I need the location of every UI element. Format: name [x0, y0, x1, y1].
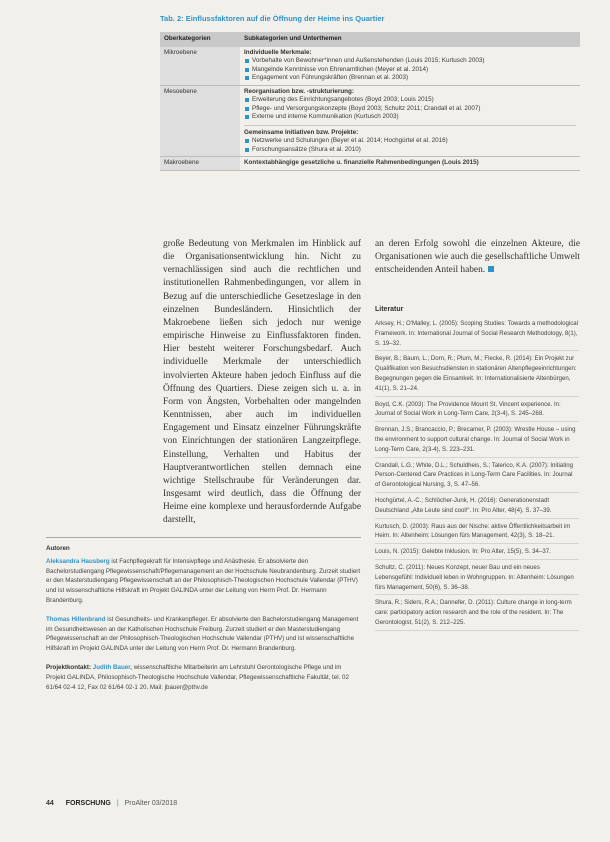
author-name: Aleksandra Hausberg [46, 557, 110, 565]
author-text: ist Fachpflegekraft für Intensivpflege und Anästhesie. Er absolvierte den Bachelorstudiengang Pflegewissenschaft/Pflegemanagement an der Hochschule Neubrandenburg. Zurzeit studiert er den Masterstudiengang Pflegewissenschaft an der Philosophisch-Theologischen Hochschule Vallendar (PTHV) und ist wissenschaftliche Hilfskraft im Projekt GALINDA unter der Leitung von Herrn Prof. Dr. Hermann Brandenburg. [46, 557, 361, 604]
subheading: Individuelle Merkmale: [244, 48, 312, 56]
contact-label: Projektkontakt: [46, 663, 92, 671]
bullet-list [244, 57, 576, 83]
reference-item: Brennan, J.S.; Brancaccio, P.; Brecamer, P. (2003): Wrestle House – using the environment to support cultural change. In: Journal of Social Work in Long-Term Care, 2(3-4), S. 223–231. [375, 425, 579, 457]
subcategory-cell [240, 47, 580, 86]
subheading: Gemeinsame Initiativen bzw. Projekte: [244, 128, 359, 136]
bullet-item: Mangelnde Kenntnisse von Ehrenamtlichen (Meyer et al. 2014) [244, 66, 576, 75]
body-text-column-2 [375, 238, 580, 277]
bullet-item: Forschungsansätze (Shura et al. 2010) [244, 146, 576, 155]
bullet-list [244, 137, 576, 154]
authors-box [46, 537, 361, 701]
category-cell: Makroebene [160, 157, 240, 171]
bullet-item: Erweiterung des Einrichtungsangebotes (Boyd 2003; Louis 2015) [244, 96, 576, 105]
contact-name: Judith Bauer, [92, 663, 132, 671]
bullet-item: Vorbehalte von Bewohner*innen und Außenstehenden (Louis 2015; Kurtusch 2003) [244, 57, 576, 66]
end-mark-icon [488, 266, 494, 272]
column-header-subcategories: Subkategorien und Unterthemen [240, 32, 580, 47]
author-name: Thomas Hillenbrand [46, 615, 106, 623]
reference-item: Louis, N. (2015): Gelebte Inklusion. In: Pro Alter, 15(5), S. 34–37. [375, 547, 579, 560]
subcategory-cell [240, 85, 580, 157]
author-text: ist Gesundheits- und Krankenpfleger. Er absolvierte den Bachelorstudiengang Management im Gesundheitswesen an der Katholischen Hochschule Freiburg. Zurzeit studiert er den Masterstudiengang Pflegewissenschaft an der Philosophisch-Theologischen Hochschule Vallendar (PTHV) und ist wissenschaftliche Hilfskraft im Projekt GALINDA unter der Leitung von Herrn Prof. Dr. Hermann Brandenburg. [46, 615, 359, 653]
footer-separator: | [116, 800, 119, 807]
author-bio [46, 557, 361, 606]
subgroup [244, 125, 576, 155]
table-row-meso [160, 85, 580, 157]
reference-item: Crandall, L.G.; White, D.L.; Schuldheis, S.; Talerico, K.A. (2007): Initiating Person-Centered Care Practices in Long-Term Care Facilities. In: Journal of Gerontological Nursing, 3, S. 47–56. [375, 461, 579, 493]
subheading: Reorganisation bzw. -strukturierung: [244, 87, 354, 95]
category-cell: Mikroebene [160, 47, 240, 86]
page-number: 44 [46, 800, 54, 807]
contact-text: wissenschaftliche Mitarbeiterin am Lehrstuhl Gerontologische Pflege und im Projekt GALINDA, Philosophisch-Theologische Hochschule Vallendar, Pflegewissenschaftliche Fakultät, tel. 02 61/64 02-4 12, Fax 02 61/64 02-1 20, Mail: jbauer@pthv.de [46, 663, 349, 691]
reference-list [375, 319, 579, 634]
reference-item: Arksey, H.; O'Malley, L. (2005): Scoping Studies: Towards a methodological Framework. In: International Journal of Social Research Methodology, 8(1), S. 19–32. [375, 319, 579, 351]
magazine-issue: ProAlter 03/2018 [124, 800, 178, 807]
table-caption: Tab. 2: Einflussfaktoren auf die Öffnung der Heime ins Quartier [160, 14, 385, 23]
table-row-macro [160, 157, 580, 171]
reference-item: Hochgürtel, A.-C.; Schlöcher-Junk, H. (2016): Generationenstadt Deutschland „Alte Leute sind cool!“. In: Pro Alter, 48(4), S. 37–39. [375, 496, 579, 519]
reference-item: Shura, R.; Siders, R.A.; Dannefer, D. (2011): Culture change in long-term care: participatory action research and the role of the resident. In: The Gerontologist, 51(2), S. 212–225. [375, 598, 579, 630]
authors-heading: Autoren [46, 545, 70, 552]
reference-item: Boyd, C.K. (2003): The Providence Mount St. Vincent experience. In: Journal of Social Work in Long-Term Care, 2(3-4), S. 245–268. [375, 400, 579, 423]
category-cell: Mesoebene [160, 85, 240, 157]
bullet-item: Pflege- und Versorgungskonzepte (Boyd 2003; Schultz 2011; Crandall et al. 2007) [244, 105, 576, 114]
project-contact [46, 663, 361, 692]
bullet-item: Externe und interne Kommunikation (Kurtusch 2003) [244, 113, 576, 122]
reference-item: Kurtusch, D. (2003): Raus aus der Nische: aktive Öffentlichkeitsarbeit im Heim. In: Altenheim: Lösungen fürs Management, 42(3), S. 18–21. [375, 522, 579, 545]
reference-item: Beyer, B.; Baum, L.; Dorn, R.; Plum, M.; Flecke, R. (2014): Ein Projekt zur Qualifikation von Besuchsdiensten in stationären Altenpflegeeinrichtungen: Begegnungen gegen die Einsamkeit. In: Internationalisierte Altenbürgen, 41(1), S. 21–24. [375, 354, 579, 396]
subcategory-cell: Kontextabhängige gesetzliche u. finanzielle Rahmenbedingungen (Louis 2015) [240, 157, 580, 171]
influence-factors-table [160, 32, 580, 171]
page-footer [46, 800, 177, 807]
body-text-column-1: große Bedeutung von Merkmalen im Hinblick auf die Organisationsentwicklung hin. Nicht zu vernachlässigen sind auch die rechtlichen und institutionellen Rahmenbedingungen, vor allem in Bezug auf die unterschiedliche Gesetzeslage in den einzelnen Bundesländern. Hinsichtlich der Makroebene ließen sich jedoch nur wenige empirische Hinweise zu Einflussfaktoren finden. Hier besteht weiterer Forschungsbedarf. Auch individuelle Merkmale der unterschiedlich involvierten Akteure haben jedoch Einfluss auf die Öffnung des Quartiers. Diese zeigen sich u. a. in Form von Ängsten, Vorbehalten oder mangelnden Kenntnissen, aber auch im individuellen Engagement und Einsatz einzelner Führungskräfte von Einrichtungen der stationären Langzeitpflege. Einstellung, Verhalten und Habitus der Hauptverantwortlichen stellen demnach eine wichtige Stellschraube für Veränderungen dar. Insgesamt wird deutlich, dass die Öffnung der Heime eine komplexe und herausfordernde Aufgabe darstellt, [163, 239, 361, 526]
body-text: an deren Erfolg sowohl die einzelnen Akteure, die Organisationen wie auch die gesellschaftliche Umwelt entscheidenden Anteil haben. [375, 239, 580, 276]
section-name: FORSCHUNG [65, 800, 111, 807]
literature-heading: Literatur [375, 306, 404, 313]
column-header-categories: Oberkategorien [160, 32, 240, 47]
author-bio [46, 615, 361, 654]
bullet-list [244, 96, 576, 122]
table-row-micro [160, 47, 580, 86]
subgroup [244, 88, 576, 122]
reference-item: Schultz, C. (2011): Neues Konzept, neuer Bau und ein neues Lebensgefühl: Individuell leben in Wohngruppen. In: Altenheim: Lösungen fürs Management, 50(6), S. 36–38. [375, 563, 579, 595]
bullet-item: Engagement von Führungskräften (Brennan et al. 2003) [244, 74, 576, 83]
bullet-item: Netzwerke und Schulungen (Beyer et al. 2014; Hochgürtel et al. 2016) [244, 137, 576, 146]
